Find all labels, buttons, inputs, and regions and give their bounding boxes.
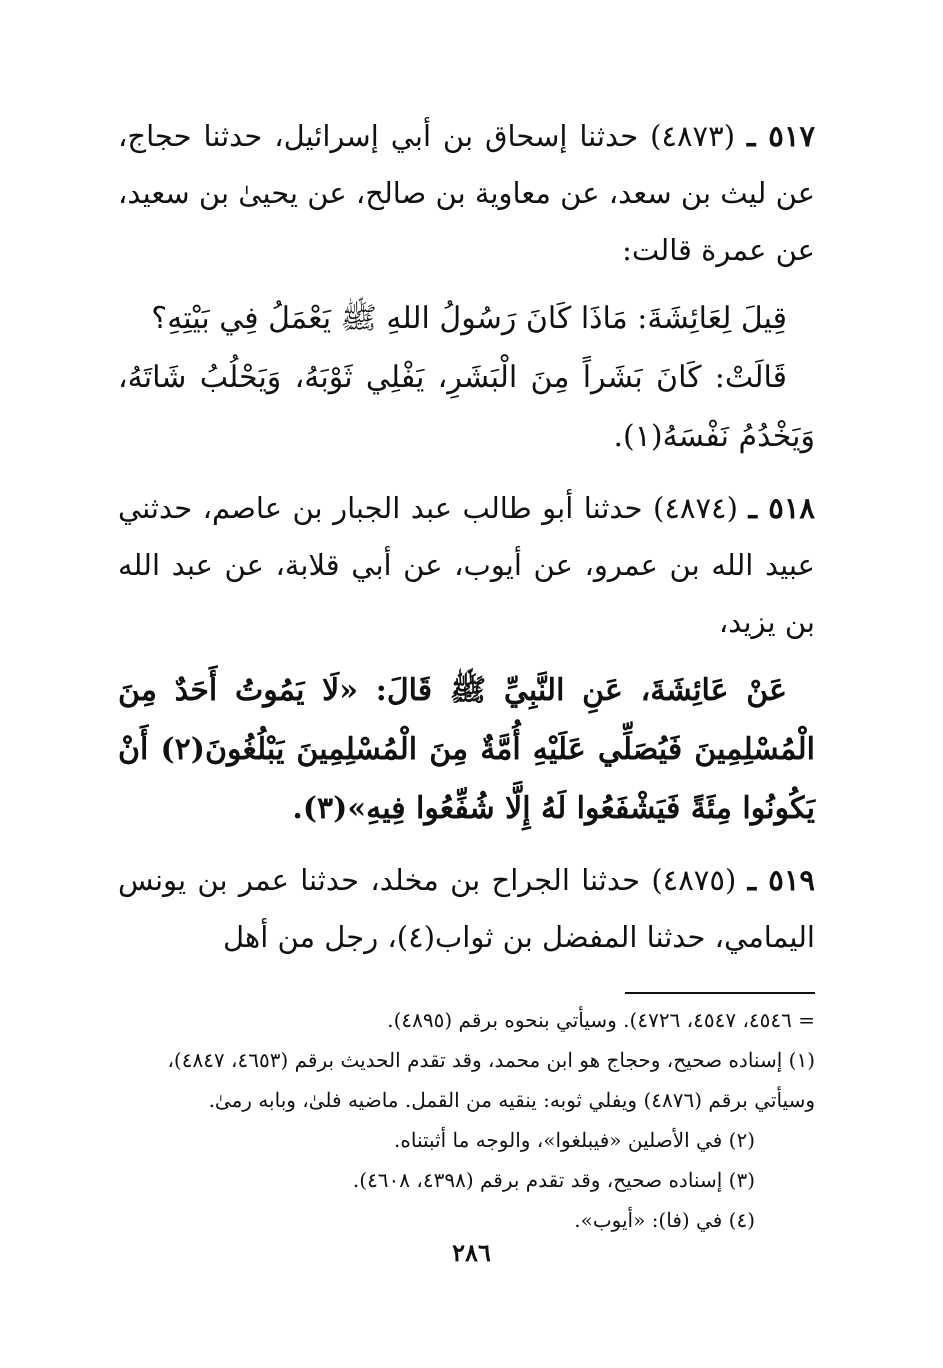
hadith-519-header [118, 852, 815, 966]
footnote-continuation: = ٤٥٤٦، ٤٥٤٧، ٤٧٢٦). وسيأتي بنحوه برقم (٤٨٩٥). [387, 1008, 815, 1032]
footnote-4: (٤) في (فا): «أيوب». [574, 1208, 755, 1232]
hadith-isnad: (٤٨٧٤) حدثنا أبو طالب عبد الجبار بن عاصم، حدثني عبيد الله بن عمرو، عن أيوب، عن أبي قلابة، عن عبد الله بن يزيد، [118, 491, 815, 639]
hadith-517-matn-question: قِيلَ لِعَائِشَةَ: مَاذَا كَانَ رَسُولُ اللهِ ﷺ يَعْمَلُ فِي بَيْتِهِ؟ [151, 301, 787, 336]
footnote-2: (٢) في الأصلين «فيبلغوا»، والوجه ما أثبتناه. [394, 1128, 755, 1152]
footnote-3: (٣) إسناده صحيح، وقد تقدم برقم (٤٣٩٨، ٤٦٠٨). [352, 1168, 755, 1192]
main-text [118, 108, 815, 966]
hadith-517-matn-answer: قَالَتْ: كَانَ بَشَراً مِنَ الْبَشَرِ، يَفْلِي ثَوْبَهُ، وَيَحْلُبُ شَاتَهُ، وَيَخْدُمُ نَفْسَهُ(١). [118, 360, 815, 454]
hadith-number: ٥١٨ ـ [748, 491, 816, 525]
hadith-517-header [118, 108, 815, 279]
footnote-1: (١) إسناده صحيح، وحجاج هو ابن محمد، وقد تقدم الحديث برقم (٤٦٥٣، ٤٨٤٧)، وسيأتي برقم (٤٨٧٦) ويفلي ثوبه: ينقيه من القمل. ماضيه فلىٰ، وبابه رمىٰ. [167, 1048, 815, 1112]
hadith-518-header [118, 480, 815, 651]
page-number: ٢٨٦ [452, 1238, 491, 1267]
hadith-518-matn: عَنْ عَائِشَةَ، عَنِ النَّبِيِّ ﷺ قَالَ: «لَا يَمُوتُ أَحَدٌ مِنَ الْمُسْلِمِينَ فَيُصَلِّي عَلَيْهِ أُمَّةٌ مِنَ الْمُسْلِمِينَ يَبْلُغُونَ(٢) أَنْ يَكُونُوا مِئَةً فَيَشْفَعُوا لَهُ إِلَّا شُفِّعُوا فِيهِ»(٣). [118, 673, 815, 826]
footnote-separator [625, 992, 815, 994]
hadith-number: ٥١٧ ـ [746, 119, 816, 153]
hadith-number: ٥١٩ ـ [747, 863, 816, 897]
hadith-isnad: (٤٨٧٥) حدثنا الجراح بن مخلد، حدثنا عمر بن يونس اليمامي، حدثنا المفضل بن ثواب(٤)، رجل من أهل [118, 863, 815, 954]
footnotes [118, 1000, 815, 1240]
hadith-isnad: (٤٨٧٣) حدثنا إسحاق بن أبي إسرائيل، حدثنا حجاج، عن ليث بن سعد، عن معاوية بن صالح، عن يحيىٰ بن سعيد، عن عمرة قالت: [118, 119, 815, 267]
